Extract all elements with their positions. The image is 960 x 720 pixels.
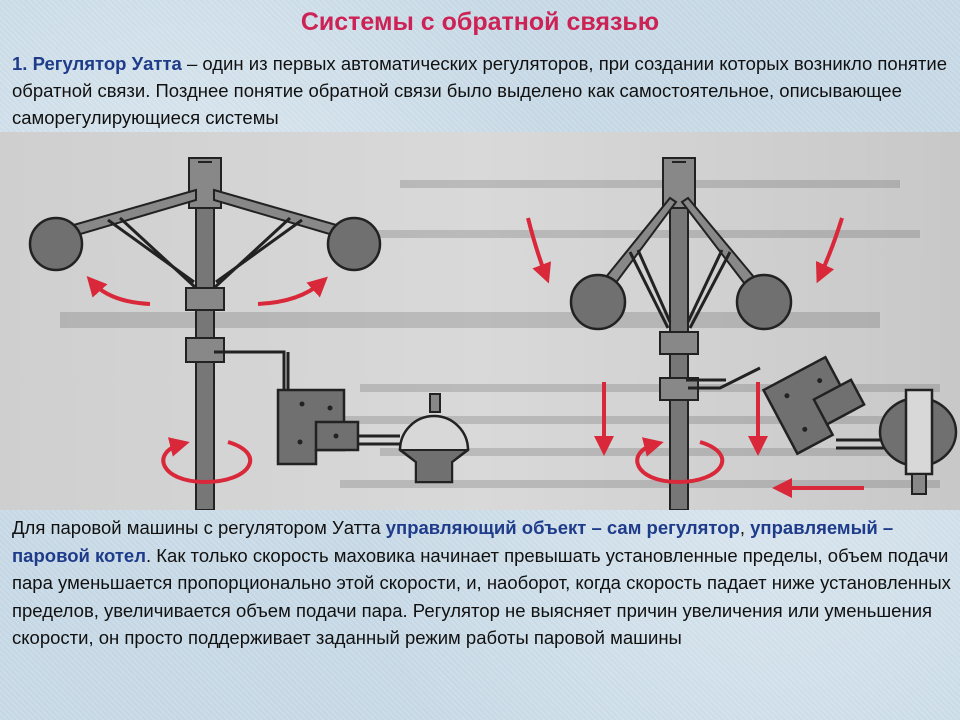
watt-governor-figure [0,132,960,510]
intro-text: – один из первых автоматических регуляторов, при создании которых возникло понятие обратной связи. Позднее понятие обратной связи было выделено как самостоятельное, описывающее саморегулирующиеся системы [12,53,948,128]
intro-lead: 1. Регулятор Уатта [12,53,182,74]
body-part-2: , [739,517,751,538]
flyball-left-2 [328,218,380,270]
flyball-right-1 [571,275,625,329]
flyball-right-2 [737,275,791,329]
body-part-1: Для паровой машины с регулятором Уатта [12,517,386,538]
body-highlight-2: управляемый – паровой котел [12,517,894,566]
intro-paragraph [12,50,948,131]
body-paragraph [12,514,952,652]
body-highlight-1: управляющий объект – сам регулятор [385,517,740,538]
body-part-3: . Как только скорость маховика начинает превышать установленные пределы, объем подачи пара уменьшается пропорционально этой скорости, и, наоборот, когда скорость падает ниже установленных пределов, увеличивается объем подачи пара. Регулятор не выясняет причин увеличения или уменьшения скорости, он просто поддерживает заданный режим работы паровой машины [12,544,951,648]
governor-illustration [0,132,960,510]
flyball-left-1 [30,218,82,270]
page-title: Системы с обратной связью [300,8,660,36]
spindle-left [196,158,214,510]
